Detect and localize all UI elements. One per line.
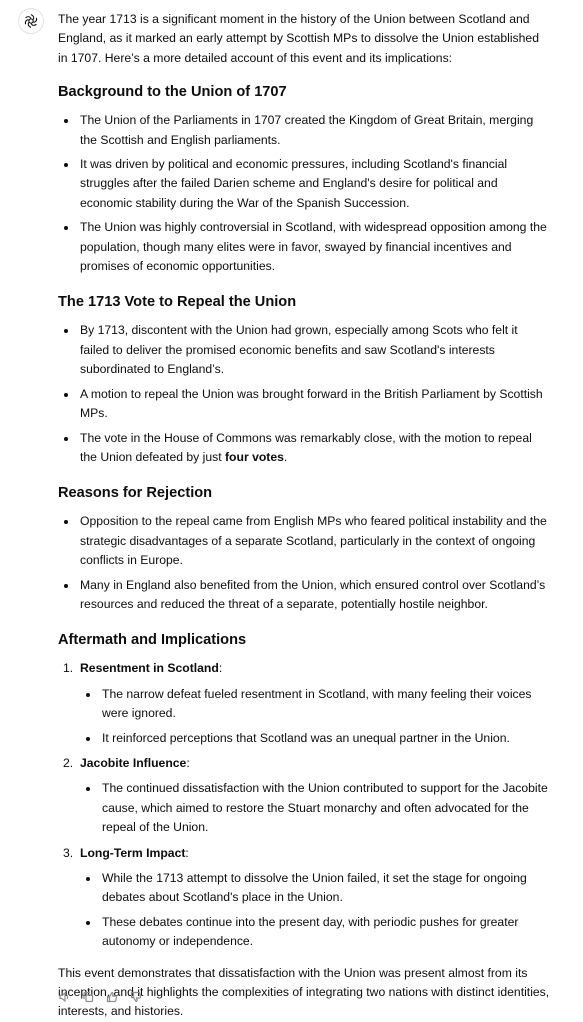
sub-list xyxy=(80,779,550,837)
list-item: Many in England also benefited from the Union, which ensured control over Scotland’s resources and reduced the threat of a separate, potentially hostile neighbor. xyxy=(80,576,550,615)
item-title: Long-Term Impact xyxy=(80,845,186,860)
message-actions-toolbar xyxy=(58,990,142,1002)
sub-list xyxy=(80,869,550,952)
section-heading-background: Background to the Union of 1707 xyxy=(58,84,287,101)
list-item: A motion to repeal the Union was brought forward in the British Parliament by Scottish MPs. xyxy=(80,385,550,424)
list-item: The Union of the Parliaments in 1707 created the Kingdom of Great Britain, merging the Scottish and English parliaments. xyxy=(80,111,550,150)
item-number: 1. xyxy=(63,661,74,676)
assistant-avatar xyxy=(18,8,44,34)
vote-list xyxy=(58,321,550,467)
list-item: The narrow defeat fueled resentment in Scotland, with many feeling their voices were ignored. xyxy=(102,685,550,724)
thumbs-down-icon[interactable] xyxy=(130,990,142,1002)
list-item: The continued dissatisfaction with the Union contributed to support for the Jacobite cause, which aimed to restore the Stuart monarchy and often advocated for the repeal of the Union. xyxy=(102,779,550,837)
list-item: The Union was highly controversial in Scotland, with widespread opposition among the population, though many elites were in favor, swayed by financial incentives and promises of economic opportunities. xyxy=(80,218,550,276)
list-item: While the 1713 attempt to dissolve the Union failed, it set the stage for ongoing debates about Scotland's place in the Union. xyxy=(102,869,550,908)
item-number: 3. xyxy=(63,845,74,860)
list-item: It was driven by political and economic pressures, including Scotland's financial struggles after the failed Darien scheme and England's desire for political and economic stability during the War of the Spanish Succession. xyxy=(80,155,550,213)
item-title: Resentment in Scotland xyxy=(80,661,219,676)
item-number: 2. xyxy=(63,755,74,770)
section-heading-reasons: Reasons for Rejection xyxy=(58,485,213,502)
aftermath-list xyxy=(58,659,550,951)
conclusion-paragraph: This event demonstrates that dissatisfaction with the Union was present almost from its inception, and it highlights the complexities of integrating two nations with distinct identities, interests, and histories. xyxy=(58,965,550,1019)
section-heading-vote: The 1713 Vote to Repeal the Union xyxy=(58,294,297,311)
copy-icon[interactable] xyxy=(82,990,94,1002)
sub-list xyxy=(80,685,550,748)
list-item: These debates continue into the present day, with periodic pushes for greater autonomy or independence. xyxy=(102,913,550,952)
numbered-item: 1. Resentment in Scotland: The narrow defeat fueled resentment in Scotland, with many feeling their voices were ignored. It reinforced perceptions that Scotland was an unequal partner in the Union. xyxy=(80,659,550,748)
section-heading-aftermath: Aftermath and Implications xyxy=(58,632,247,649)
intro-paragraph: The year 1713 is a significant moment in the history of the Union between Scotland and England, as it marked an early attempt by Scottish MPs to dissolve the Union established in 1707. Here’s a more detailed account of this event and its implications: xyxy=(58,12,539,65)
background-list xyxy=(58,111,550,276)
numbered-item: 2. Jacobite Influence: The continued dissatisfaction with the Union contributed to support for the Jacobite cause, which aimed to restore the Stuart monarchy and often advocated for the repeal of the Union. xyxy=(80,754,550,838)
thumbs-up-icon[interactable] xyxy=(106,990,118,1002)
speaker-icon[interactable] xyxy=(58,990,70,1002)
item-title: Jacobite Influence xyxy=(80,755,187,770)
list-item-tail: . xyxy=(283,449,288,464)
reasons-list xyxy=(58,512,550,614)
openai-logo-icon xyxy=(23,13,39,29)
list-item: It reinforced perceptions that Scotland was an unequal partner in the Union. xyxy=(102,729,550,748)
list-item: By 1713, discontent with the Union had grown, especially among Scots who felt it failed to deliver the promised economic benefits and saw Scotland's interests subordinated to England’s. xyxy=(80,321,550,379)
bold-emphasis: four votes xyxy=(225,449,284,464)
list-item xyxy=(80,429,550,468)
numbered-item: 3. Long-Term Impact: While the 1713 attempt to dissolve the Union failed, it set the stage for ongoing debates about Scotland's place in the Union. These debates continue into the present day, with periodic pushes for greater autonomy or independence. xyxy=(80,844,550,952)
list-item-text: The vote in the House of Commons was remarkably close, with the motion to repeal the Union defeated by just xyxy=(80,430,532,464)
assistant-message xyxy=(58,10,550,1022)
list-item: Opposition to the repeal came from English MPs who feared political instability and the strategic disadvantages of a separate Scotland, particularly in the context of ongoing conflicts in Europe. xyxy=(80,512,550,570)
